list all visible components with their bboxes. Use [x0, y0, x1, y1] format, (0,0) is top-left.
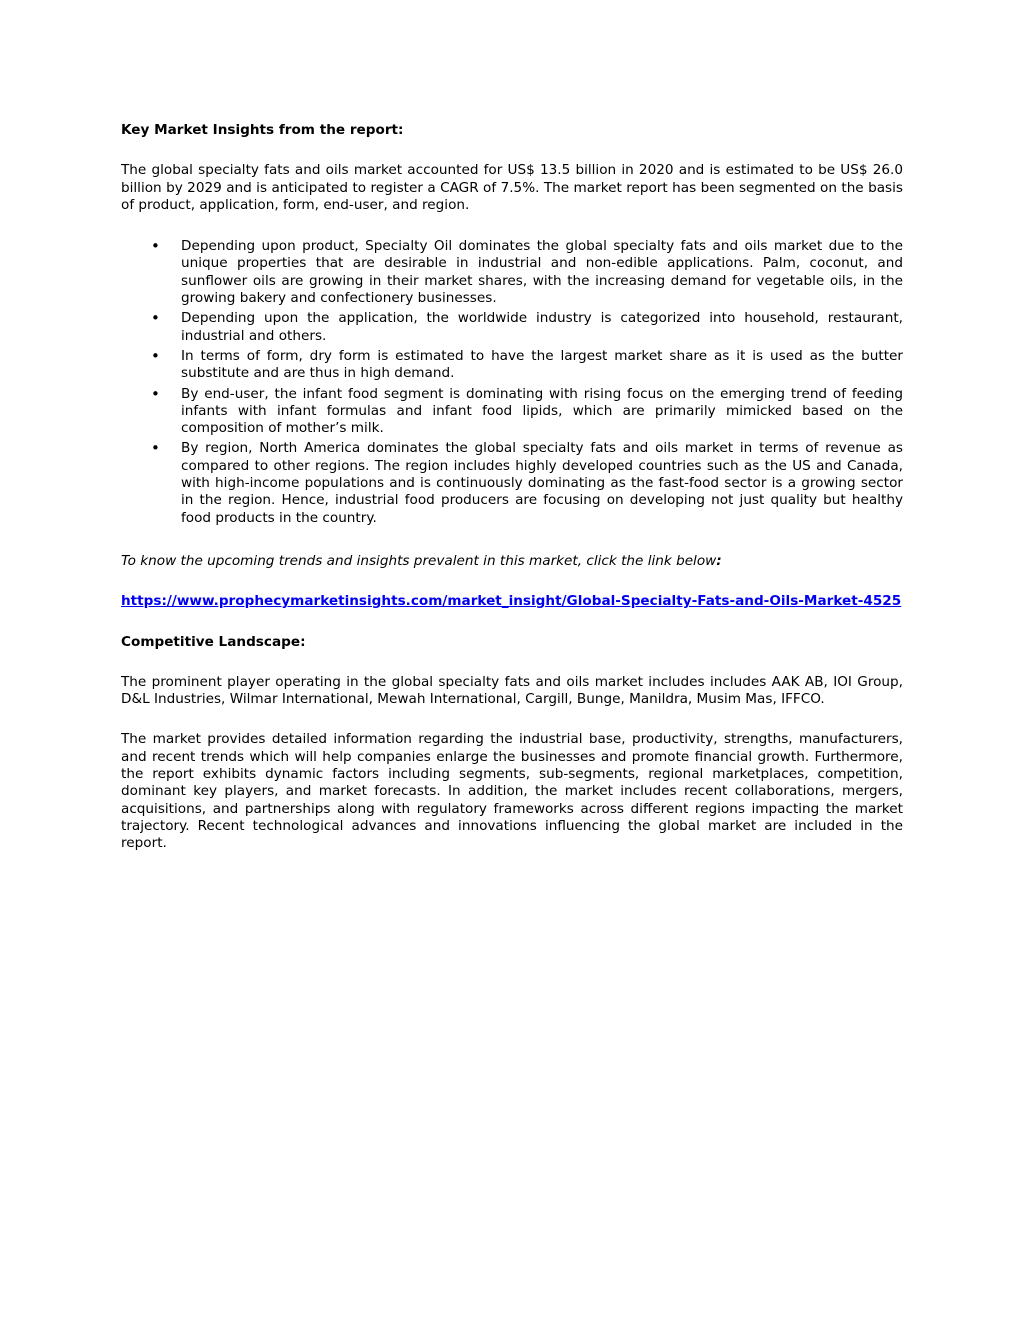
market-details-paragraph: The market provides detailed information regarding the industrial base, productivity, strengths, manufacturers, and recent trends which will help companies enlarge the businesses and promote financial growth. Furthermore, the report exhibits dynamic factors including segments, sub-segments, regional marketplaces, competition, dominant key players, and market forecasts. In addition, the market includes recent collaborations, mergers, acquisitions, and partnerships along with regulatory frameworks across different regions impacting the market trajectory. Recent technological advances and innovations influencing the global market are included in the report. — [121, 731, 903, 852]
document-page — [121, 122, 903, 853]
key-players-paragraph: The prominent player operating in the global specialty fats and oils market includes includes AAK AB, IOI Group, D&L Industries, Wilmar International, Mewah International, Cargill, Bunge, Manildra, Musim Mas, IFFCO. — [121, 673, 903, 708]
key-insights-heading: Key Market Insights from the report: — [121, 122, 404, 138]
list-item — [121, 310, 903, 345]
cta-colon: : — [716, 552, 722, 569]
bullet-text: By region, North America dominates the global specialty fats and oils market in terms of revenue as compared to other regions. The region includes highly developed countries such as the US and Canada, with high-income populations and is continuously dominating as the fast-food sector is a growing sector in the region. Hence, industrial food producers are focusing on developing not just quality but healthy food products in the country. — [181, 440, 903, 526]
market-intro-paragraph: The global specialty fats and oils market accounted for US$ 13.5 billion in 2020 and is estimated to be US$ 26.0 billion by 2029 and is anticipated to register a CAGR of 7.5%. The market report has been segmented on the basis of product, application, form, end-user, and region. — [121, 162, 903, 213]
report-link[interactable]: https://www.prophecymarketinsights.com/market_insight/Global-Specialty-Fats-and-Oils-Market-4525 — [121, 593, 902, 610]
bullet-icon: • — [151, 309, 160, 328]
bullet-icon: • — [151, 237, 160, 256]
report-link-paragraph — [121, 593, 903, 610]
list-item — [121, 440, 903, 526]
list-item — [121, 348, 903, 383]
bullet-icon: • — [151, 439, 160, 458]
list-item — [121, 238, 903, 307]
cta-text — [121, 553, 903, 570]
bullet-icon: • — [151, 384, 160, 403]
competitive-landscape-heading: Competitive Landscape: — [121, 633, 306, 650]
bullet-text: Depending upon the application, the worldwide industry is categorized into household, restaurant, industrial and others. — [181, 310, 903, 344]
insights-bullet-list — [121, 238, 903, 527]
bullet-text: Depending upon product, Specialty Oil dominates the global specialty fats and oils market due to the unique properties that are desirable in industrial and non-edible applications. Palm, coconut, and sunflower oils are growing in their market shares, with the increasing demand for vegetable oils, in the growing bakery and confectionery businesses. — [181, 238, 903, 307]
bullet-text: By end-user, the infant food segment is dominating with rising focus on the emerging trend of feeding infants with infant formulas and infant food lipids, which are primarily mimicked based on the composition of mother’s milk. — [181, 385, 903, 437]
list-item — [121, 386, 903, 438]
bullet-icon: • — [151, 346, 160, 365]
cta-sentence: To know the upcoming trends and insights prevalent in this market, click the link below — [121, 552, 717, 569]
bullet-text: In terms of form, dry form is estimated to have the largest market share as it is used as the butter substitute and are thus in high demand. — [181, 347, 903, 382]
